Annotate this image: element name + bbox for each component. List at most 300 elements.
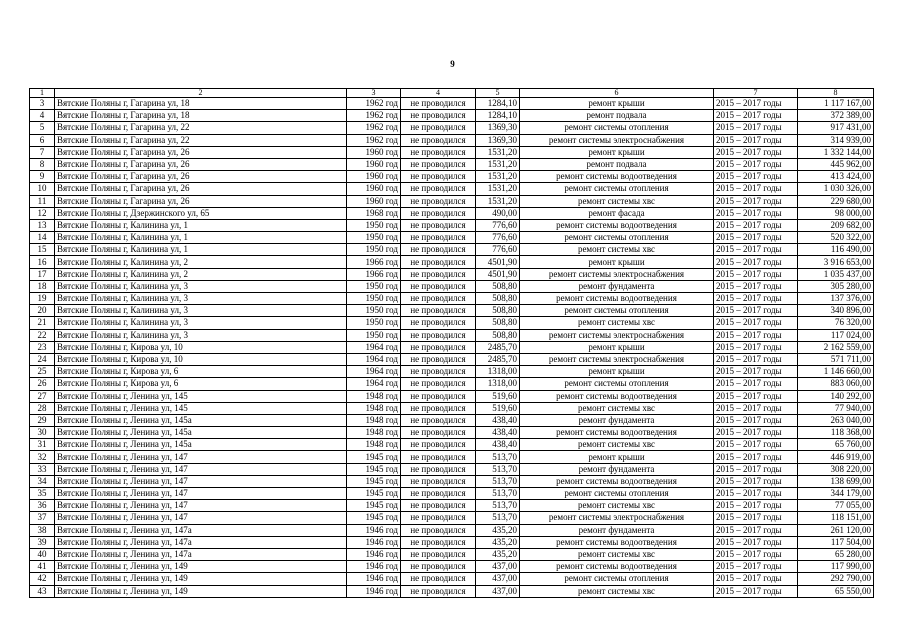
address-cell: Вятские Поляны г, Ленина ул, 149 xyxy=(55,561,347,573)
period-cell: 2015 – 2017 годы xyxy=(714,329,798,341)
area-cell: 776,60 xyxy=(476,219,520,231)
work-type-cell: ремонт системы электроснабжения xyxy=(520,512,714,524)
address-cell: Вятские Поляны г, Ленина ул, 147а xyxy=(55,536,347,548)
table-row xyxy=(30,110,874,122)
table-row xyxy=(30,488,874,500)
table-row xyxy=(30,439,874,451)
work-type-cell: ремонт системы отопления xyxy=(520,122,714,134)
row-number-cell: 4 xyxy=(30,110,55,122)
page-number: 9 xyxy=(450,59,455,69)
year-built-cell: 1950 год xyxy=(347,317,401,329)
row-number-cell: 6 xyxy=(30,134,55,146)
cost-cell: 305 280,00 xyxy=(798,280,874,292)
period-cell: 2015 – 2017 годы xyxy=(714,427,798,439)
table-row xyxy=(30,366,874,378)
last-repair-cell: не проводился xyxy=(401,341,476,353)
year-built-cell: 1960 год xyxy=(347,195,401,207)
cost-cell: 117 990,00 xyxy=(798,561,874,573)
cost-cell: 413 424,00 xyxy=(798,171,874,183)
row-number-cell: 24 xyxy=(30,353,55,365)
last-repair-cell: не проводился xyxy=(401,305,476,317)
work-type-cell: ремонт фундамента xyxy=(520,524,714,536)
row-number-cell: 30 xyxy=(30,427,55,439)
period-cell: 2015 – 2017 годы xyxy=(714,171,798,183)
period-cell: 2015 – 2017 годы xyxy=(714,293,798,305)
table-row xyxy=(30,207,874,219)
row-number-cell: 34 xyxy=(30,475,55,487)
last-repair-cell: не проводился xyxy=(401,256,476,268)
period-cell: 2015 – 2017 годы xyxy=(714,366,798,378)
cost-cell: 261 120,00 xyxy=(798,524,874,536)
cost-cell: 1 332 144,00 xyxy=(798,146,874,158)
last-repair-cell: не проводился xyxy=(401,524,476,536)
work-type-cell: ремонт системы отопления xyxy=(520,573,714,585)
work-type-cell: ремонт системы хвс xyxy=(520,439,714,451)
cost-cell: 3 916 653,00 xyxy=(798,256,874,268)
address-cell: Вятские Поляны г, Калинина ул, 3 xyxy=(55,280,347,292)
period-cell: 2015 – 2017 годы xyxy=(714,134,798,146)
cost-cell: 571 711,00 xyxy=(798,353,874,365)
area-cell: 519,60 xyxy=(476,402,520,414)
address-cell: Вятские Поляны г, Ленина ул, 145а xyxy=(55,414,347,426)
last-repair-cell: не проводился xyxy=(401,293,476,305)
year-built-cell: 1950 год xyxy=(347,280,401,292)
address-cell: Вятские Поляны г, Калинина ул, 2 xyxy=(55,268,347,280)
area-cell: 437,00 xyxy=(476,585,520,597)
work-type-cell: ремонт фундамента xyxy=(520,463,714,475)
row-number-cell: 15 xyxy=(30,244,55,256)
address-cell: Вятские Поляны г, Ленина ул, 147 xyxy=(55,463,347,475)
year-built-cell: 1945 год xyxy=(347,475,401,487)
cost-cell: 77 940,00 xyxy=(798,402,874,414)
row-number-cell: 7 xyxy=(30,146,55,158)
year-built-cell: 1945 год xyxy=(347,512,401,524)
cost-cell: 445 962,00 xyxy=(798,158,874,170)
area-cell: 435,20 xyxy=(476,524,520,536)
header-cell-4: 4 xyxy=(401,89,476,98)
work-type-cell: ремонт системы хвс xyxy=(520,500,714,512)
work-type-cell: ремонт системы хвс xyxy=(520,317,714,329)
table-row xyxy=(30,183,874,195)
year-built-cell: 1948 год xyxy=(347,390,401,402)
row-number-cell: 21 xyxy=(30,317,55,329)
table-row xyxy=(30,536,874,548)
cost-cell: 209 682,00 xyxy=(798,219,874,231)
last-repair-cell: не проводился xyxy=(401,353,476,365)
area-cell: 508,80 xyxy=(476,317,520,329)
row-number-cell: 39 xyxy=(30,536,55,548)
work-type-cell: ремонт фасада xyxy=(520,207,714,219)
address-cell: Вятские Поляны г, Ленина ул, 149 xyxy=(55,573,347,585)
period-cell: 2015 – 2017 годы xyxy=(714,98,798,110)
work-type-cell: ремонт системы хвс xyxy=(520,244,714,256)
address-cell: Вятские Поляны г, Гагарина ул, 18 xyxy=(55,98,347,110)
address-cell: Вятские Поляны г, Ленина ул, 145 xyxy=(55,390,347,402)
cost-cell: 340 896,00 xyxy=(798,305,874,317)
row-number-cell: 22 xyxy=(30,329,55,341)
work-type-cell: ремонт фундамента xyxy=(520,280,714,292)
period-cell: 2015 – 2017 годы xyxy=(714,378,798,390)
work-type-cell: ремонт системы отопления xyxy=(520,305,714,317)
year-built-cell: 1946 год xyxy=(347,536,401,548)
period-cell: 2015 – 2017 годы xyxy=(714,158,798,170)
area-cell: 513,70 xyxy=(476,500,520,512)
row-number-cell: 26 xyxy=(30,378,55,390)
year-built-cell: 1964 год xyxy=(347,366,401,378)
year-built-cell: 1960 год xyxy=(347,146,401,158)
header-cell-8: 8 xyxy=(798,89,874,98)
work-type-cell: ремонт системы электроснабжения xyxy=(520,353,714,365)
cost-cell: 65 550,00 xyxy=(798,585,874,597)
cost-cell: 118 151,00 xyxy=(798,512,874,524)
work-type-cell: ремонт подвала xyxy=(520,110,714,122)
table-row xyxy=(30,353,874,365)
year-built-cell: 1946 год xyxy=(347,585,401,597)
row-number-cell: 5 xyxy=(30,122,55,134)
address-cell: Вятские Поляны г, Ленина ул, 147 xyxy=(55,500,347,512)
address-cell: Вятские Поляны г, Ленина ул, 147 xyxy=(55,488,347,500)
cost-cell: 137 376,00 xyxy=(798,293,874,305)
address-cell: Вятские Поляны г, Гагарина ул, 26 xyxy=(55,183,347,195)
table-row xyxy=(30,256,874,268)
table-row xyxy=(30,341,874,353)
table-row xyxy=(30,293,874,305)
last-repair-cell: не проводился xyxy=(401,500,476,512)
last-repair-cell: не проводился xyxy=(401,463,476,475)
work-type-cell: ремонт системы хвс xyxy=(520,585,714,597)
address-cell: Вятские Поляны г, Гагарина ул, 26 xyxy=(55,158,347,170)
cost-cell: 118 368,00 xyxy=(798,427,874,439)
last-repair-cell: не проводился xyxy=(401,378,476,390)
last-repair-cell: не проводился xyxy=(401,329,476,341)
year-built-cell: 1945 год xyxy=(347,500,401,512)
period-cell: 2015 – 2017 годы xyxy=(714,463,798,475)
cost-cell: 372 389,00 xyxy=(798,110,874,122)
row-number-cell: 3 xyxy=(30,98,55,110)
area-cell: 4501,90 xyxy=(476,256,520,268)
address-cell: Вятские Поляны г, Калинина ул, 3 xyxy=(55,305,347,317)
row-number-cell: 29 xyxy=(30,414,55,426)
last-repair-cell: не проводился xyxy=(401,207,476,219)
row-number-cell: 10 xyxy=(30,183,55,195)
work-type-cell: ремонт подвала xyxy=(520,158,714,170)
year-built-cell: 1948 год xyxy=(347,414,401,426)
area-cell: 776,60 xyxy=(476,244,520,256)
last-repair-cell: не проводился xyxy=(401,195,476,207)
address-cell: Вятские Поляны г, Дзержинского ул, 65 xyxy=(55,207,347,219)
work-type-cell: ремонт системы электроснабжения xyxy=(520,134,714,146)
table-row xyxy=(30,463,874,475)
area-cell: 513,70 xyxy=(476,451,520,463)
header-cell-3: 3 xyxy=(347,89,401,98)
year-built-cell: 1964 год xyxy=(347,353,401,365)
work-type-cell: ремонт фундамента xyxy=(520,414,714,426)
year-built-cell: 1945 год xyxy=(347,463,401,475)
period-cell: 2015 – 2017 годы xyxy=(714,585,798,597)
last-repair-cell: не проводился xyxy=(401,402,476,414)
row-number-cell: 33 xyxy=(30,463,55,475)
cost-cell: 292 790,00 xyxy=(798,573,874,585)
area-cell: 4501,90 xyxy=(476,268,520,280)
last-repair-cell: не проводился xyxy=(401,98,476,110)
table-row xyxy=(30,134,874,146)
address-cell: Вятские Поляны г, Ленина ул, 145а xyxy=(55,439,347,451)
repair-program-table xyxy=(29,88,874,598)
table-row xyxy=(30,219,874,231)
last-repair-cell: не проводился xyxy=(401,475,476,487)
address-cell: Вятские Поляны г, Кирова ул, 6 xyxy=(55,366,347,378)
address-cell: Вятские Поляны г, Калинина ул, 3 xyxy=(55,329,347,341)
row-number-cell: 13 xyxy=(30,219,55,231)
period-cell: 2015 – 2017 годы xyxy=(714,402,798,414)
period-cell: 2015 – 2017 годы xyxy=(714,414,798,426)
column-number-header-row xyxy=(30,89,874,98)
period-cell: 2015 – 2017 годы xyxy=(714,244,798,256)
row-number-cell: 32 xyxy=(30,451,55,463)
work-type-cell: ремонт системы хвс xyxy=(520,402,714,414)
last-repair-cell: не проводился xyxy=(401,232,476,244)
area-cell: 519,60 xyxy=(476,390,520,402)
work-type-cell: ремонт системы отопления xyxy=(520,488,714,500)
cost-cell: 65 760,00 xyxy=(798,439,874,451)
area-cell: 776,60 xyxy=(476,232,520,244)
period-cell: 2015 – 2017 годы xyxy=(714,280,798,292)
table-row xyxy=(30,268,874,280)
row-number-cell: 27 xyxy=(30,390,55,402)
area-cell: 1284,10 xyxy=(476,98,520,110)
table-row xyxy=(30,500,874,512)
last-repair-cell: не проводился xyxy=(401,366,476,378)
address-cell: Вятские Поляны г, Кирова ул, 10 xyxy=(55,353,347,365)
cost-cell: 140 292,00 xyxy=(798,390,874,402)
cost-cell: 1 035 437,00 xyxy=(798,268,874,280)
area-cell: 1531,20 xyxy=(476,183,520,195)
work-type-cell: ремонт системы водоотведения xyxy=(520,536,714,548)
address-cell: Вятские Поляны г, Гагарина ул, 22 xyxy=(55,134,347,146)
period-cell: 2015 – 2017 годы xyxy=(714,232,798,244)
table-row xyxy=(30,244,874,256)
cost-cell: 117 024,00 xyxy=(798,329,874,341)
year-built-cell: 1950 год xyxy=(347,305,401,317)
work-type-cell: ремонт системы отопления xyxy=(520,378,714,390)
period-cell: 2015 – 2017 годы xyxy=(714,268,798,280)
cost-cell: 117 504,00 xyxy=(798,536,874,548)
work-type-cell: ремонт системы водоотведения xyxy=(520,219,714,231)
period-cell: 2015 – 2017 годы xyxy=(714,207,798,219)
row-number-cell: 41 xyxy=(30,561,55,573)
year-built-cell: 1960 год xyxy=(347,158,401,170)
year-built-cell: 1945 год xyxy=(347,488,401,500)
cost-cell: 314 939,00 xyxy=(798,134,874,146)
address-cell: Вятские Поляны г, Кирова ул, 6 xyxy=(55,378,347,390)
period-cell: 2015 – 2017 годы xyxy=(714,390,798,402)
last-repair-cell: не проводился xyxy=(401,390,476,402)
period-cell: 2015 – 2017 годы xyxy=(714,146,798,158)
table-row xyxy=(30,585,874,597)
address-cell: Вятские Поляны г, Гагарина ул, 26 xyxy=(55,195,347,207)
cost-cell: 883 060,00 xyxy=(798,378,874,390)
work-type-cell: ремонт системы водоотведения xyxy=(520,561,714,573)
period-cell: 2015 – 2017 годы xyxy=(714,451,798,463)
area-cell: 1318,00 xyxy=(476,378,520,390)
row-number-cell: 25 xyxy=(30,366,55,378)
work-type-cell: ремонт крыши xyxy=(520,451,714,463)
cost-cell: 98 000,00 xyxy=(798,207,874,219)
work-type-cell: ремонт системы водоотведения xyxy=(520,293,714,305)
area-cell: 2485,70 xyxy=(476,341,520,353)
year-built-cell: 1946 год xyxy=(347,524,401,536)
period-cell: 2015 – 2017 годы xyxy=(714,122,798,134)
last-repair-cell: не проводился xyxy=(401,488,476,500)
area-cell: 1531,20 xyxy=(476,146,520,158)
table-row xyxy=(30,280,874,292)
area-cell: 1318,00 xyxy=(476,366,520,378)
address-cell: Вятские Поляны г, Калинина ул, 3 xyxy=(55,293,347,305)
address-cell: Вятские Поляны г, Калинина ул, 1 xyxy=(55,219,347,231)
row-number-cell: 11 xyxy=(30,195,55,207)
year-built-cell: 1964 год xyxy=(347,378,401,390)
address-cell: Вятские Поляны г, Гагарина ул, 18 xyxy=(55,110,347,122)
year-built-cell: 1950 год xyxy=(347,293,401,305)
last-repair-cell: не проводился xyxy=(401,122,476,134)
row-number-cell: 9 xyxy=(30,171,55,183)
work-type-cell: ремонт крыши xyxy=(520,146,714,158)
year-built-cell: 1950 год xyxy=(347,219,401,231)
header-cell-7: 7 xyxy=(714,89,798,98)
period-cell: 2015 – 2017 годы xyxy=(714,183,798,195)
year-built-cell: 1960 год xyxy=(347,171,401,183)
year-built-cell: 1948 год xyxy=(347,427,401,439)
cost-cell: 2 162 559,00 xyxy=(798,341,874,353)
table-row xyxy=(30,524,874,536)
area-cell: 438,40 xyxy=(476,427,520,439)
period-cell: 2015 – 2017 годы xyxy=(714,439,798,451)
work-type-cell: ремонт системы водоотведения xyxy=(520,171,714,183)
work-type-cell: ремонт системы хвс xyxy=(520,195,714,207)
table-row xyxy=(30,573,874,585)
work-type-cell: ремонт системы водоотведения xyxy=(520,427,714,439)
last-repair-cell: не проводился xyxy=(401,171,476,183)
row-number-cell: 42 xyxy=(30,573,55,585)
row-number-cell: 17 xyxy=(30,268,55,280)
last-repair-cell: не проводился xyxy=(401,110,476,122)
cost-cell: 1 117 167,00 xyxy=(798,98,874,110)
work-type-cell: ремонт системы электроснабжения xyxy=(520,268,714,280)
row-number-cell: 23 xyxy=(30,341,55,353)
header-cell-1: 1 xyxy=(30,89,55,98)
year-built-cell: 1950 год xyxy=(347,329,401,341)
row-number-cell: 20 xyxy=(30,305,55,317)
cost-cell: 520 322,00 xyxy=(798,232,874,244)
last-repair-cell: не проводился xyxy=(401,158,476,170)
table-row xyxy=(30,475,874,487)
address-cell: Вятские Поляны г, Гагарина ул, 26 xyxy=(55,171,347,183)
area-cell: 508,80 xyxy=(476,305,520,317)
period-cell: 2015 – 2017 годы xyxy=(714,524,798,536)
row-number-cell: 43 xyxy=(30,585,55,597)
year-built-cell: 1946 год xyxy=(347,573,401,585)
area-cell: 513,70 xyxy=(476,488,520,500)
period-cell: 2015 – 2017 годы xyxy=(714,548,798,560)
cost-cell: 917 431,00 xyxy=(798,122,874,134)
year-built-cell: 1966 год xyxy=(347,256,401,268)
year-built-cell: 1948 год xyxy=(347,402,401,414)
area-cell: 513,70 xyxy=(476,463,520,475)
work-type-cell: ремонт крыши xyxy=(520,98,714,110)
cost-cell: 308 220,00 xyxy=(798,463,874,475)
header-cell-6: 6 xyxy=(520,89,714,98)
row-number-cell: 36 xyxy=(30,500,55,512)
period-cell: 2015 – 2017 годы xyxy=(714,488,798,500)
address-cell: Вятские Поляны г, Ленина ул, 147 xyxy=(55,512,347,524)
table-row xyxy=(30,98,874,110)
table-row xyxy=(30,390,874,402)
year-built-cell: 1966 год xyxy=(347,268,401,280)
cost-cell: 1 030 326,00 xyxy=(798,183,874,195)
cost-cell: 446 919,00 xyxy=(798,451,874,463)
area-cell: 1284,10 xyxy=(476,110,520,122)
period-cell: 2015 – 2017 годы xyxy=(714,110,798,122)
table-row xyxy=(30,305,874,317)
row-number-cell: 28 xyxy=(30,402,55,414)
cost-cell: 65 280,00 xyxy=(798,548,874,560)
work-type-cell: ремонт крыши xyxy=(520,341,714,353)
address-cell: Вятские Поляны г, Гагарина ул, 22 xyxy=(55,122,347,134)
table-row xyxy=(30,232,874,244)
period-cell: 2015 – 2017 годы xyxy=(714,512,798,524)
period-cell: 2015 – 2017 годы xyxy=(714,573,798,585)
work-type-cell: ремонт системы водоотведения xyxy=(520,390,714,402)
address-cell: Вятские Поляны г, Кирова ул, 10 xyxy=(55,341,347,353)
table-row xyxy=(30,317,874,329)
last-repair-cell: не проводился xyxy=(401,268,476,280)
period-cell: 2015 – 2017 годы xyxy=(714,500,798,512)
table-row xyxy=(30,329,874,341)
address-cell: Вятские Поляны г, Ленина ул, 147 xyxy=(55,451,347,463)
last-repair-cell: не проводился xyxy=(401,427,476,439)
year-built-cell: 1950 год xyxy=(347,244,401,256)
period-cell: 2015 – 2017 годы xyxy=(714,341,798,353)
work-type-cell: ремонт системы водоотведения xyxy=(520,475,714,487)
row-number-cell: 16 xyxy=(30,256,55,268)
table-row xyxy=(30,146,874,158)
work-type-cell: ремонт крыши xyxy=(520,256,714,268)
period-cell: 2015 – 2017 годы xyxy=(714,219,798,231)
table-row xyxy=(30,171,874,183)
year-built-cell: 1962 год xyxy=(347,110,401,122)
cost-cell: 229 680,00 xyxy=(798,195,874,207)
header-cell-5: 5 xyxy=(476,89,520,98)
area-cell: 1369,30 xyxy=(476,122,520,134)
last-repair-cell: не проводился xyxy=(401,573,476,585)
work-type-cell: ремонт системы отопления xyxy=(520,232,714,244)
table-row xyxy=(30,122,874,134)
cost-cell: 138 699,00 xyxy=(798,475,874,487)
address-cell: Вятские Поляны г, Калинина ул, 2 xyxy=(55,256,347,268)
cost-cell: 344 179,00 xyxy=(798,488,874,500)
area-cell: 2485,70 xyxy=(476,353,520,365)
header-cell-2: 2 xyxy=(55,89,347,98)
area-cell: 508,80 xyxy=(476,280,520,292)
year-built-cell: 1946 год xyxy=(347,561,401,573)
last-repair-cell: не проводился xyxy=(401,548,476,560)
area-cell: 490,00 xyxy=(476,207,520,219)
area-cell: 1369,30 xyxy=(476,134,520,146)
address-cell: Вятские Поляны г, Ленина ул, 145а xyxy=(55,427,347,439)
last-repair-cell: не проводился xyxy=(401,414,476,426)
table-row xyxy=(30,512,874,524)
work-type-cell: ремонт системы электроснабжения xyxy=(520,329,714,341)
